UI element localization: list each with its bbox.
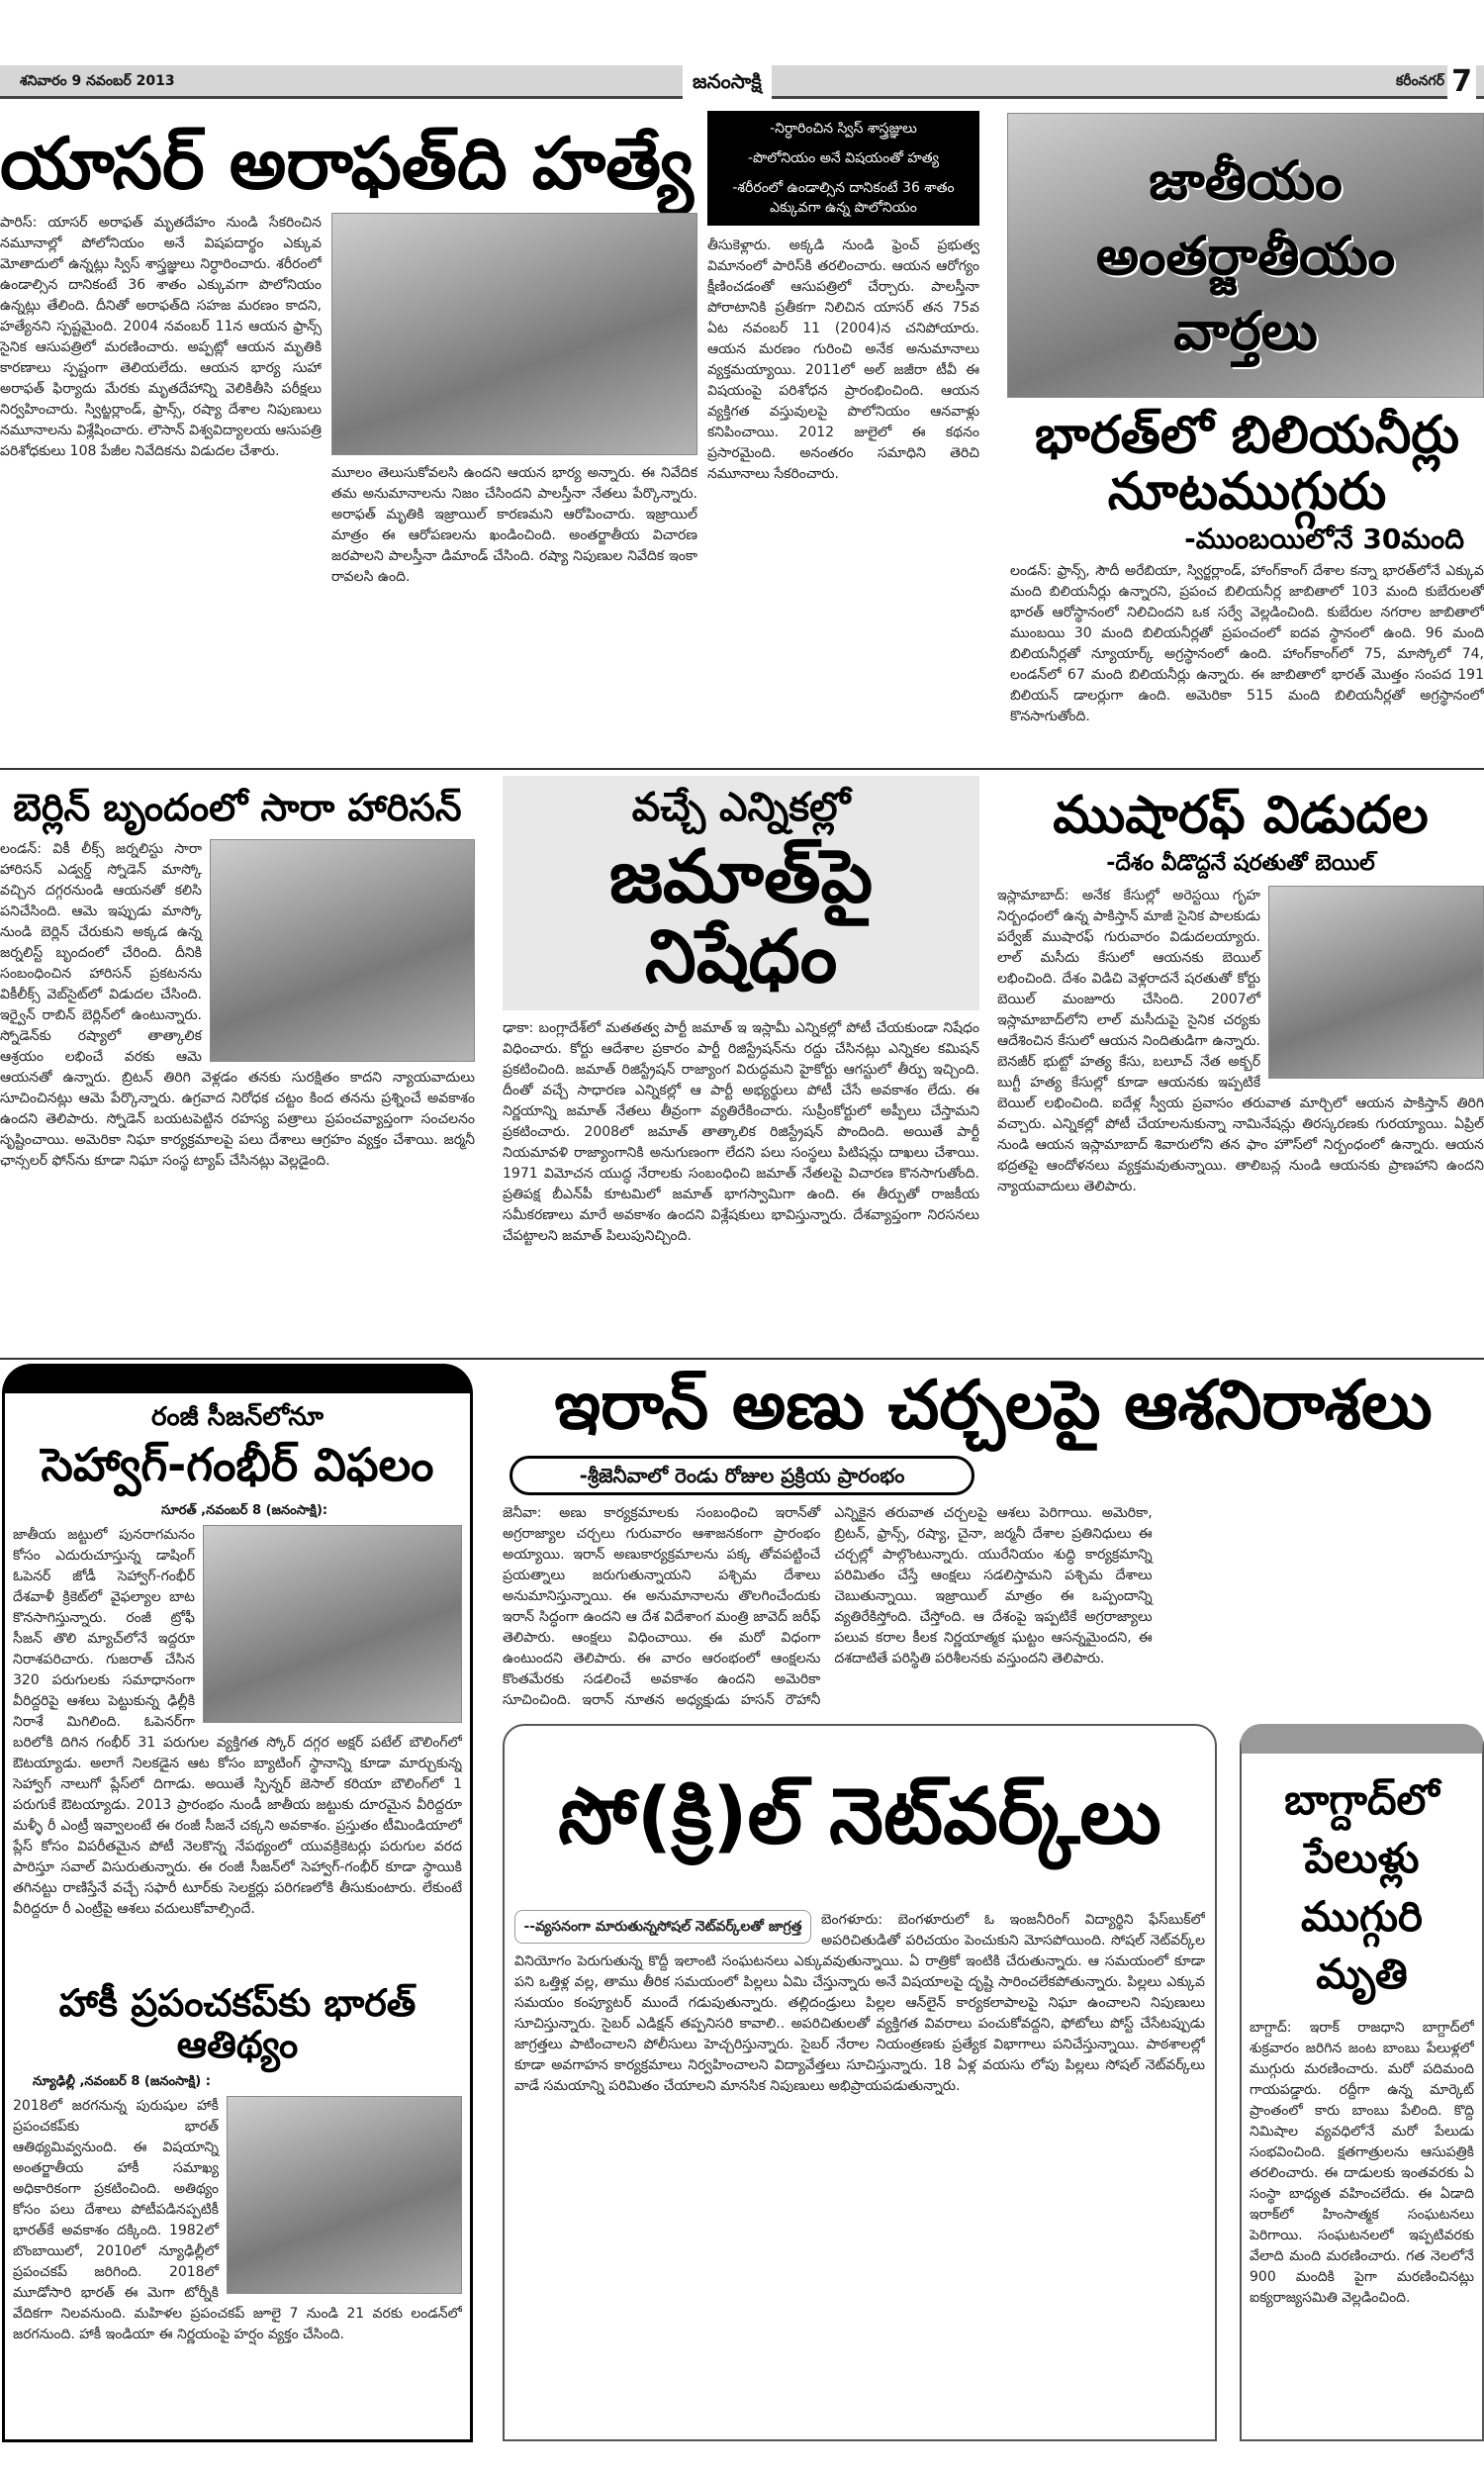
musharraf-text: ఇస్లామాబాద్: అనేక కేసుల్లో అరెస్టయి గృహ నిర్బంధంలో ఉన్న పాకిస్తాన్ మాజీ సైనిక పాలకుడు పర్వేజ్ ముషారఫ్ గురువారం విడుదలయ్యారు. లాల్ మసీదు కేసులో ఆయనకు బెయిల్ లభించింది. దేశం విడిచి వెళ్లరాదనే షరతుతో కోర్టు బెయిల్ మంజూరు చేసింది. 2007లో ఇస్లామాబాద్‌లోని లాల్ మసీదుపై సైనిక చర్యకు ఆదేశించిన కేసులో ఆయన నిందితుడిగా ఉన్నారు. బెనజీర్ భుట్టో హత్య కేసు, బలూచ్ నేత అక్బర్ బుగ్టీ హత్య కేసుల్లో కూడా ఆయనకు ఇప్పటికే బెయిల్ లభించింది. ఐదేళ్ల స్వీయ ప్రవాసం తరువాత మార్చిలో ఆయన పాకిస్తాన్ తిరిగి వచ్చారు. ఎన్నికల్లో పోటీ చేయాలనుకున్నా నామినేషన్లు తిరస్కరణకు గురయ్యాయి. ఏప్రిల్ నుండి ఆయన ఇస్లామాబాద్ శివారులోని తన ఫాం హౌస్‌లో నిర్బంధంలో ఉన్నారు. ఆయన భద్రతపై ఆందోళనలు వ్యక్తమవుతున్నాయి. తాలిబన్ల నుండి ఆయనకు ప్రాణహాని ఉందని న్యాయవాదులు తెలిపారు. [997, 888, 1484, 1195]
berlin-body [0, 839, 475, 1354]
national-international-banner [1007, 113, 1484, 398]
iran-subhead: -శ్రీజెనీవాలో రెండు రోజుల ప్రక్రియ ప్రారంభం [510, 1456, 974, 1495]
baghdad-body: బాగ్దాద్: ఇరాక్ రాజధాని బాగ్దాద్‌లో శుక్రవారం జరిగిన జంట బాంబు పేలుళ్లలో ముగ్గురు మరణించారు. మరో పదిమంది గాయపడ్డారు. రద్దీగా ఉన్న మార్కెట్ ప్రాంతంలో కారు బాంబు పేలింది. కొద్ది నిమిషాల వ్యవధిలోనే మరో పేలుడు సంభవించింది. క్షతగాత్రులను ఆసుపత్రికి తరలించారు. ఈ దాడులకు ఇంతవరకు ఏ సంస్థా బాధ్యత వహించలేదు. ఈ ఏడాది ఇరాక్‌లో హింసాత్మక సంఘటనలు పెరిగాయి. సంఘటనలలో ఇప్పటివరకు వేలాది మంది మరణించారు. గత నెలలోనే 900 మందికి పైగా మరణించినట్లు ఐక్యరాజ్యసమితి వెల్లడించింది. [1250, 2020, 1474, 2307]
highlight: -నిర్ధారించిన స్విస్ శాస్త్రజ్ఞులు [770, 121, 917, 137]
arafat-photo [331, 213, 697, 455]
social-body-area [514, 1910, 1205, 2429]
billionaires-body: లండన్: ఫ్రాన్స్, సౌదీ అరేబియా, స్విర్జర్లాండ్, హాంగ్‌కాంగ్ దేశాల కన్నా భారత్‌లోనే ఎక్కువ మంది బిలియనీర్లు ఉన్నారని, ప్రపంచ బిలియనీర్ల జాబితాలో 103 మంది కుబేరులతో భారత్ ఆరోస్థానంలో నిలిచిందని ఒక సర్వే వెల్లడించింది. కుబేరుల నగరాల జాబితాలో ముంబయి 30 మంది బిలియనీర్లతో ప్రపంచంలో ఐదవ స్థానంలో ఉంది. 96 మంది బిలియనీర్లతో న్యూయార్క్ అగ్రస్థానంలో ఉంది. హాంగ్‌కాంగ్‌లో 75, మాస్కోలో 74, లండన్‌లో 67 మంది బిలియనీర్లు ఉన్నారు. ఈ జాబితాలో భారత్ మొత్తం సంపద 191 బిలియన్ డాలర్లుగా ఉంది. అమెరికా 515 మంది బిలియనీర్లతో అగ్రస్థానంలో కొనసాగుతోంది. [1010, 563, 1484, 725]
musharraf-headline: ముషారఫ్ విడుదల [1053, 786, 1429, 845]
hockey-text: 2018లో జరగనున్న పురుషుల హాకీ ప్రపంచకప్‌కు భారత్ ఆతిథ్యమివ్వనుంది. ఈ విషయాన్ని అంతర్జాతీయ హాకీ సమాఖ్య అధికారికంగా ప్రకటించింది. అతిథ్యం కోసం పలు దేశాలు పోటీపడినప్పటికీ భారత్‌కే అవకాశం దక్కింది. 1982లో బొంబాయిలో, 2010లో న్యూఢిల్లీలో ప్రపంచకప్ జరిగింది. 2018లో మూడోసారి భారత్ ఈ మెగా టోర్నీకి వేదికగా నిలవనుంది. మహిళల ప్రపంచకప్ జూలై 7 నుండి 21 వరకు లండన్‌లో జరగనుంది. హాకీ ఇండియా ఈ నిర్ణయంపై హర్షం వ్యక్తం చేసింది. [13, 2097, 462, 2342]
berlin-text: లండన్: వికీ లీక్స్ జర్నలిస్టు సారా హారిసన్ ఎడ్వర్డ్ స్నోడెన్ మాస్కో వచ్చిన దగ్గరనుండి ఆయనతో కలిసి పనిచేసింది. ఆమె ఇప్పుడు మాస్కో నుండి బెర్లిన్ చేరుకుని అక్కడ ఉన్న జర్నలిస్ట్ బృందంలో చేరింది. దీనికి సంబంధించిన హారిసన్ ప్రకటనను వికీలీక్స్ వెబ్‌సైట్‌లో విడుదల చేసింది. ఇర్వైన్ రాబిన్ బెర్లిన్‌లో ఉంటున్నారు. స్నోడెన్‌కు రష్యాలో తాత్కాలిక ఆశ్రయం లభించే వరకు ఆమె ఆయనతో ఉన్నారు. బ్రిటన్ తిరిగి వెళ్లడం తనకు సురక్షితం కాదని న్యాయవాదులు సూచించినట్లు ఆమె పేర్కొన్నారు. ఉగ్రవాద నిరోధక చట్టం కింద తనను ప్రశ్నించే అవకాశం ఉందని తెలిపారు. స్నోడెన్ బయటపెట్టిన రహస్య పత్రాలు ప్రపంచవ్యాప్తంగా సంచలనం సృష్టించాయి. అమెరికా నిఘా కార్యక్రమాలపై పలు దేశాలు ఆగ్రహం వ్యక్తం చేశాయి. జర్మనీ ఛాన్సలర్ ఫోన్‌ను కూడా నిఘా సంస్థ ట్యాప్ చేసినట్లు వెల్లడైంది. [0, 840, 475, 1169]
issue-date: శనివారం 9 నవంబర్ 2013 [20, 73, 175, 89]
sehwag-gambhir-photo [203, 1525, 462, 1723]
iran-headline: ఇరాన్ అణు చర్చలపై ఆశనిరాశలు [554, 1367, 1433, 1445]
sports-headline: సెహ్వాగ్-గంభీర్ విఫలం [41, 1437, 434, 1491]
social-body: బెంగళూరు: బెంగళూరులో ఓ ఇంజనీరింగ్ విద్యార్థిని ఫేస్‌బుక్‌లో అపరిచితుడితో పరిచయం పెంచుకుని మోసపోయింది. సోషల్ నెట్‌వర్క్‌ల వినియోగం పెరుగుతున్న కొద్దీ ఇలాంటి సంఘటనలు ఎక్కువవుతున్నాయి. ఏ రాత్రికో ఇంటికి చేరుతున్నారు. ఆ సమయంలో కూడా పని ఒత్తిళ్ల వల్ల, తాము తీరిక సమయంలో పిల్లలు ఏమి చేస్తున్నారు అనే విషయాలపై దృష్టి సారించలేకపోతున్నారు. పిల్లలు ఎక్కువ సమయం కంప్యూటర్ ముందే గడుపుతున్నారు. తల్లిదండ్రులు పిల్లల ఆన్‌లైన్ కార్యకలాపాలపై నిఘా ఉంచాలని నిపుణులు సూచిస్తున్నారు. సైబర్ ఎడిక్షన్ తప్పనిసరి కావాలి.. అపరిచితులతో వ్యక్తిగత వివరాలు పంచుకోవద్దని, ఫోటోలు పోస్ట్ చేసేటప్పుడు జాగ్రత్తలు పాటించాలని పోలీసులు హెచ్చరిస్తున్నారు. సైబర్ నేరాల నియంత్రణకు ప్రత్యేక విభాగాలు పనిచేస్తున్నాయి. పాఠశాలల్లో కూడా అవగాహన కార్యక్రమాలు నిర్వహించాలని విద్యావేత్తలు సూచిస్తున్నారు. 18 ఏళ్ల వయసు లోపు పిల్లలు సోషల్ నెట్‌వర్క్‌లు వాడే సమయాన్ని పరిమితం చేయాలని మానసిక నిపుణులు అభిప్రాయపడుతున్నారు. [514, 1911, 1205, 2094]
arafat-side-column [707, 111, 979, 764]
arafat-body-left: పారిస్: యాసర్ అరాఫత్ మృతదేహం నుండి సేకరించిన నమూనాల్లో పోలోనియం అనే విషపదార్థం ఎక్కువ మోతాదులో ఉన్నట్లు స్విస్ శాస్త్రజ్ఞులు నిర్ధారించారు. శరీరంలో ఉండాల్సిన దానికంటే 36 శాతం ఎక్కువగా పొలోనియం ఉన్నట్లు తేలింది. దీనితో అరాఫత్‌ది సహజ మరణం కాదని, హత్యేనని స్పష్టమైంది. 2004 నవంబర్ 11న ఆయన ఫ్రాన్స్ సైనిక ఆసుపత్రిలో మరణించారు. అప్పట్లో ఆయన మృతికి కారణాలు స్పష్టంగా తెలియలేదు. ఆయన భార్య సుహా అరాఫత్ ఫిర్యాదు మేరకు మృతదేహాన్ని వెలికితీసి పరీక్షలు నిర్వహించారు. స్విట్జర్లాండ్, ఫ్రాన్స్, రష్యా దేశాల నిపుణులు నమూనాలను విశ్లేషించారు. లౌసాన్ విశ్వవిద్యాలయ ఆసుపత్రి పరిశోధకులు 108 పేజీల నివేదికను విడుదల చేశారు. [0, 215, 322, 460]
sports-box [2, 1364, 473, 2442]
berlin-article [0, 782, 475, 1354]
snowden-harrison-photo [210, 839, 475, 1062]
baghdad-box [1240, 1724, 1484, 2441]
banner-line: జాతీయం [1149, 149, 1343, 212]
sports-dateline: సూరత్ ,నవంబర్ 8 (జనంసాక్షి): [161, 1503, 328, 1519]
musharraf-subhead: -దేశం వీడొద్దనే షరతుతో బెయిల్ [1106, 851, 1375, 877]
jamat-headline-box [503, 776, 979, 1010]
billionaires-article [1010, 408, 1484, 764]
sports-body [13, 1525, 462, 1975]
sports-text: జాతీయ జట్టులో పునరాగమనం కోసం ఎదురుచూస్తున్న డాషింగ్ ఓపెనర్ జోడీ సెహ్వాగ్-గంభీర్ దేశవాళీ క్రికెట్‌లో వైఫల్యాల బాట కొనసాగిస్తున్నారు. రంజీ ట్రోఫీ సీజన్ తొలి మ్యాచ్‌లోనే ఇద్దరూ నిరాశపరిచారు. గుజరాత్ చేసిన 320 పరుగులకు సమాధానంగా వీరిద్దరిపై ఆశలు పెట్టుకున్న ఢిల్లీకి నిరాశే మిగిలింది. ఓపెనర్‌గా బరిలోకి దిగిన గంభీర్ 31 పరుగుల వ్యక్తిగత స్కోర్ దగ్గర అక్షర్ పటేల్ బౌలింగ్‌లో ఔటయ్యాడు. అలాగే నిలకడైన ఆట కోసం బ్యాటింగ్ స్థానాన్ని కూడా మార్చుకున్న సెహ్వాగ్ నాలుగో ప్లేస్‌లో దిగాడు. అయితే స్పిన్నర్ జెసాల్ కరియా బౌలింగ్‌లో 1 పరుగుకే ఔటయ్యాడు. 2013 ప్రారంభం నుండీ జాతీయ జట్టుకు దూరమైన వీరిద్దరూ మళ్ళీ రీ ఎంట్రీ ఇవ్వాలంటే ఈ రంజీ సీజనే చక్కని అవకాశం. ప్రస్తుతం టీమిండియాలో ప్లేస్ కోసం విపరీతమైన పోటీ నెలకొన్న నేపథ్యంలో యువక్రికెటర్లు పరుగుల వరద పారిస్తూ సవాల్ విసురుతున్నారు. ఈ రంజీ సీజన్‌లో సెహ్వాగ్-గంభీర్ కూడా స్థాయికి తగినట్టు రాణిస్తేనే వచ్చే సఫారీ టూర్‌కు సెలక్టర్లు పరిగణలోకి తీసుకుంటారు. లేకుంటే వీరిద్దరూ రీ ఎంట్రీపై ఆశలు వదులుకోవాల్సిందే. [13, 1527, 462, 1918]
jamat-kicker: వచ్చే ఎన్నికల్లో [631, 785, 851, 830]
hockey-dateline: న్యూఢిల్లీ ,నవంబర్ 8 (జనంసాక్షి) : [33, 2073, 211, 2089]
jamat-body: ఢాకా: బంగ్లాదేశ్‌లో మతతత్వ పార్టీ జమాత్ ఇ ఇస్లామీ ఎన్నికల్లో పోటీ చేయకుండా నిషేధం విధించారు. కోర్టు ఆదేశాల ప్రకారం పార్టీ రిజిస్ట్రేషన్‌ను రద్దు చేసినట్లు ఎన్నికల కమిషన్ ప్రకటించింది. జమాత్ రిజిస్ట్రేషన్ రాజ్యాంగ విరుద్ధమని హైకోర్టు ఆగస్టులో తీర్పు ఇచ్చింది. దీంతో వచ్చే సాధారణ ఎన్నికల్లో ఆ పార్టీ అభ్యర్థులు పోటీ చేసే అవకాశం లేదు. ఈ నిర్ణయాన్ని జమాత్ నేతలు తీవ్రంగా వ్యతిరేకించారు. సుప్రీంకోర్టులో అప్పీలు చేస్తామని ప్రకటించారు. 2008లో జమాత్ తాత్కాలిక రిజిస్ట్రేషన్ పొందింది. అయితే పార్టీ నియమావళి రాజ్యాంగానికి అనుగుణంగా లేదని పలు సంస్థలు పిటిషన్లు దాఖలు చేశాయి. 1971 విమోచన యుద్ధ నేరాలకు సంబంధించి జమాత్ నేతలపై విచారణ కొనసాగుతోంది. ప్రతిపక్ష బీఎన్‌పీ కూటమిలో జమాత్ భాగస్వామిగా ఉంది. ఈ తీర్పుతో రాజకీయ సమీకరణాలు మారే అవకాశం ఉందని విశ్లేషకులు భావిస్తున్నారు. దేశవ్యాప్తంగా నిరసనలు చేపట్టాలని జమాత్ పిలుపునిచ్చింది. [503, 1019, 979, 1244]
edition-name: కరీంనగర్ [1396, 73, 1444, 89]
hockey-photo [227, 2096, 462, 2294]
banner-line: అంతర్జాతీయం [1095, 225, 1396, 287]
highlight: -శరీరంలో ఉండాల్సిన దానికంటే 36 శాతం ఎక్కువగా ఉన్న పొలోనియం [732, 180, 955, 216]
musharraf-body [997, 886, 1484, 1354]
jamat-headline: జమాత్‌పై నిషేధం [608, 834, 874, 1000]
arafat-headline: యాసర్ అరాఫత్‌ది హత్యే [0, 122, 694, 205]
page-number: 7 [1447, 65, 1476, 99]
iran-body: జెనీవా: అణు కార్యక్రమాలకు సంబంధించి ఇరాన్‌తో అగ్రరాజ్యాల చర్చలు గురువారం ఆశాజనకంగా ప్రారంభం అయ్యాయి. ఇరాన్ అణుకార్యక్రమాలను పక్క తోవపట్టించే ప్రయత్నాలు జరుగుతున్నాయని పశ్చిమ దేశాలు అనుమానిస్తున్నాయి. ఈ అనుమానాలను తొలగించేందుకు ఇరాన్ సిద్ధంగా ఉందని ఆ దేశ విదేశాంగ మంత్రి జావెద్ జరీఫ్ తెలిపారు. ఆంక్షలు విధించాయి. ఈ మరో విధంగా ఉంటుందని తెలిపారు. ఈ వారం ఆరంభంలో ఆంక్షలను కొంతమేరకు సడలించే అవకాశం ఉందని అమెరికా సూచించింది. ఇరాన్ నూతన అధ్యక్షుడు హసన్ రౌహానీ ఎన్నికైన తరువాత చర్చలపై ఆశలు పెరిగాయి. అమెరికా, బ్రిటన్, ఫ్రాన్స్, రష్యా, చైనా, జర్మనీ దేశాల ప్రతినిధులు ఈ చర్చల్లో పాల్గొంటున్నారు. యురేనియం శుద్ధి కార్యక్రమాన్ని పరిమితం చేస్తే ఆంక్షలు సడలిస్తామని పశ్చిమ దేశాలు చెబుతున్నాయి. ఇజ్రాయిల్ మాత్రం ఈ ఒప్పందాన్ని వ్యతిరేకిస్తోంది. చేస్తోంది. ఆ దేశంపై ఇప్పటికే అగ్రరాజ్యాలు పలువ కరాల కీలక నిర్ణయాత్మక ఘట్టం ఆసన్నమైందని, ఈ దశదాటితే పరిస్థితి పరిశీలనకు వస్తుందని తెలిపారు. [503, 1504, 1153, 1708]
banner-line: వార్తలు [1173, 300, 1318, 362]
musharraf-article [997, 782, 1484, 1354]
social-headline: సో(క్రి)ల్ నెట్‌వర్క్‌లు [558, 1772, 1161, 1861]
newspaper-logo: జనంసాక్షి [683, 65, 772, 99]
hockey-body [13, 2096, 462, 2433]
arafat-body-right: తీసుకెళ్లారు. అక్కడి నుండి ఫ్రెంచ్ ప్రభుత్వ విమానంలో పారిస్‌కి తరలించారు. ఆయన ఆరోగ్యం క్షీణించడంతో ఆసుపత్రిలో చేర్చారు. పాలస్తీనా పోరాటానికి ప్రతీకగా నిలిచిన యాసర్ తన 75వ ఏట నవంబర్ 11 (2004)న చనిపోయారు. ఆయన మరణం గురించి అనేక అనుమానాలు వ్యక్తమయ్యాయి. 2011లో అల్ జజీరా టీవీ ఈ విషయంపై పరిశోధన ప్రారంభించింది. ఆయన వ్యక్తిగత వస్తువులపై పొలోనియం ఆనవాళ్లు కనిపించాయి. 2012 జులైలో ఈ కథనం ప్రసారమైంది. అనంతరం సమాధిని తెరిచి నమూనాలు సేకరించారు. [707, 238, 979, 482]
masthead [0, 65, 1484, 99]
hockey-headline: హాకీ ప్రపంచకప్‌కు భారత్ ఆతిథ్యం [58, 1981, 417, 2066]
social-subhead: --వ్యసనంగా మారుతున్నసోషల్ నెట్‌వర్క్‌లతో జాగ్రత్త [514, 1910, 811, 1944]
baghdad-headline: బాగ్దాద్‌లో పేలుళ్లు ముగ్గురి మృతి [1284, 1775, 1439, 1999]
arafat-article [0, 111, 697, 764]
highlight: -పొలోనియం అనే విషయంతో హత్య [747, 150, 940, 166]
billionaires-headline: భారత్‌లో బిలియనీర్లు నూటముగ్గురు [1034, 408, 1460, 523]
arafat-body-bottom: మూలం తెలుసుకోవలసి ఉందని ఆయన భార్య అన్నారు. ఈ నివేదిక తమ అనుమానాలను నిజం చేసిందని పాలస్తీనా నేతలు పేర్కొన్నారు. అరాఫత్ మృతికి ఇజ్రాయిల్ కారణమని ఆరోపించారు. ఇజ్రాయిల్ మాత్రం ఈ ఆరోపణలను ఖండించింది. అంతర్జాతీయ విచారణ జరపాలని పాలస్తీనా డిమాండ్ చేసింది. రష్యా నిపుణుల నివేదిక ఇంకా రావలసి ఉంది. [331, 465, 697, 586]
jamat-article [503, 776, 979, 1354]
social-networks-box [503, 1724, 1217, 2441]
arafat-body-area [0, 213, 697, 764]
musharraf-photo [1268, 886, 1484, 1079]
sports-kicker: రంజీ సీజన్‌లోనూ [151, 1402, 324, 1432]
divider [0, 1358, 1484, 1360]
berlin-headline: బెర్లిన్ బృందంలో సారా హారిసన్ [13, 786, 462, 829]
arafat-photo-column [331, 213, 697, 764]
iran-article [503, 1366, 1484, 1712]
divider [0, 768, 1484, 770]
arafat-highlights-box [707, 111, 979, 226]
billionaires-subhead: -ముంబయిలోనే 30మంది [1184, 523, 1464, 556]
